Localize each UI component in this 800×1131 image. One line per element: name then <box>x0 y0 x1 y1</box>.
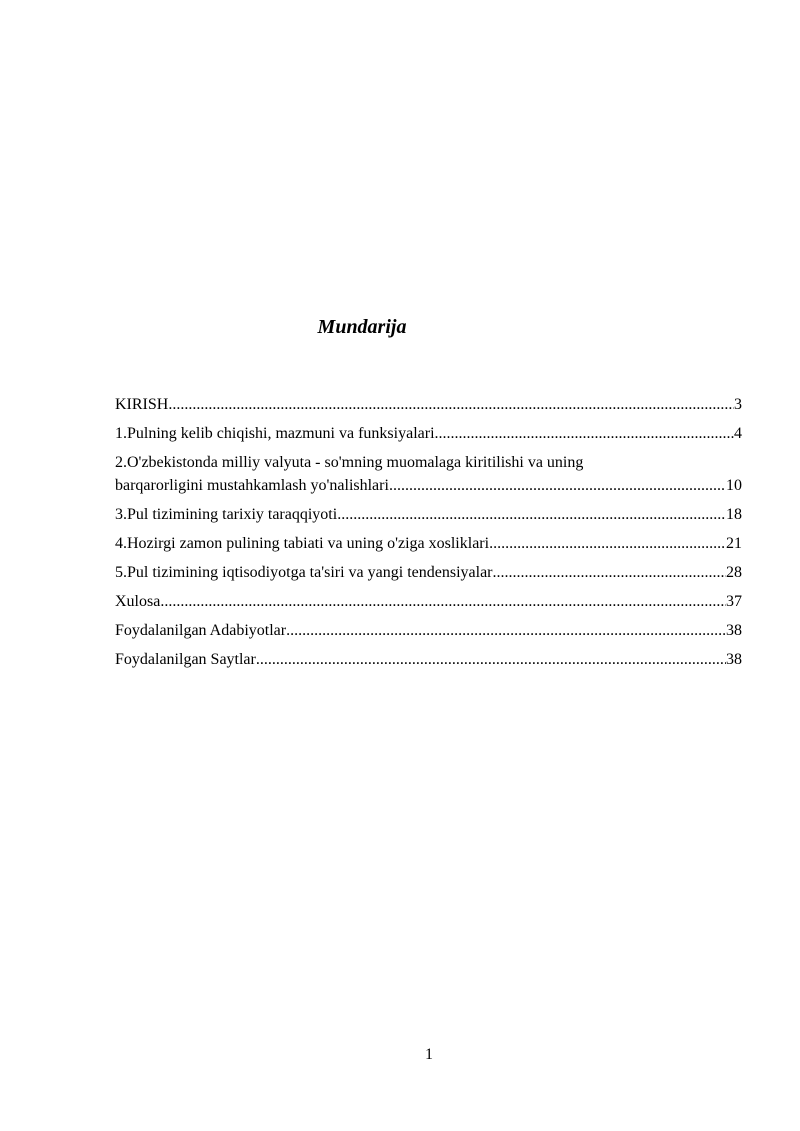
toc-entry-text: Foydalanilgan Adabiyotlar <box>115 622 287 639</box>
toc-entry-text: KIRISH <box>115 396 169 413</box>
table-of-contents <box>115 393 742 677</box>
toc-entry-text: Xulosa <box>115 593 161 610</box>
toc-entry-saytlar[interactable] <box>115 648 742 671</box>
toc-dot-leader <box>435 422 734 445</box>
toc-page-number: 38 <box>726 651 742 668</box>
toc-entry-kirish[interactable] <box>115 393 742 416</box>
toc-title: Mundarija <box>317 316 407 338</box>
toc-dot-leader <box>389 474 726 497</box>
toc-entry-text: Foydalanilgan Saytlar <box>115 651 256 668</box>
toc-page-number: 3 <box>734 396 742 413</box>
toc-dot-leader <box>160 590 726 613</box>
toc-page-number: 28 <box>726 564 742 581</box>
toc-entry-4[interactable] <box>115 532 742 555</box>
toc-entry-1[interactable] <box>115 422 742 445</box>
toc-entry-text: 3.Pul tizimining tarixiy taraqqiyoti <box>115 506 338 523</box>
toc-page-number: 37 <box>726 593 742 610</box>
toc-page-number: 18 <box>726 506 742 523</box>
toc-dot-leader <box>489 532 726 555</box>
toc-page-number: 10 <box>726 477 742 494</box>
toc-page-number: 21 <box>726 535 742 552</box>
page-number: 1 <box>425 1046 433 1063</box>
toc-entry-text: 4.Hozirgi zamon pulining tabiati va uning o'ziga xosliklari <box>115 535 490 552</box>
toc-dot-leader <box>337 503 726 526</box>
toc-dot-leader <box>256 648 726 671</box>
toc-entry-text: barqarorligini mustahkamlash yo'nalishlari <box>115 477 389 494</box>
toc-entry-line2 <box>115 474 742 497</box>
toc-entry-adabiyotlar[interactable] <box>115 619 742 642</box>
toc-page-number: 4 <box>734 425 742 442</box>
toc-dot-leader <box>493 561 727 584</box>
toc-dot-leader <box>286 619 726 642</box>
toc-page-number: 38 <box>726 622 742 639</box>
toc-entry-text: 5.Pul tizimining iqtisodiyotga ta'siri va yangi tendensiyalar <box>115 564 493 581</box>
toc-entry-5[interactable] <box>115 561 742 584</box>
toc-entry-3[interactable] <box>115 503 742 526</box>
toc-entry-text: 1.Pulning kelib chiqishi, mazmuni va funksiyalari <box>115 425 435 442</box>
toc-dot-leader <box>168 393 734 416</box>
toc-entry-2[interactable] <box>115 451 742 497</box>
toc-entry-text-line1: 2.O'zbekistonda milliy valyuta - so'mning muomalaga kiritilishi va uning <box>115 454 584 471</box>
toc-entry-xulosa[interactable] <box>115 590 742 613</box>
